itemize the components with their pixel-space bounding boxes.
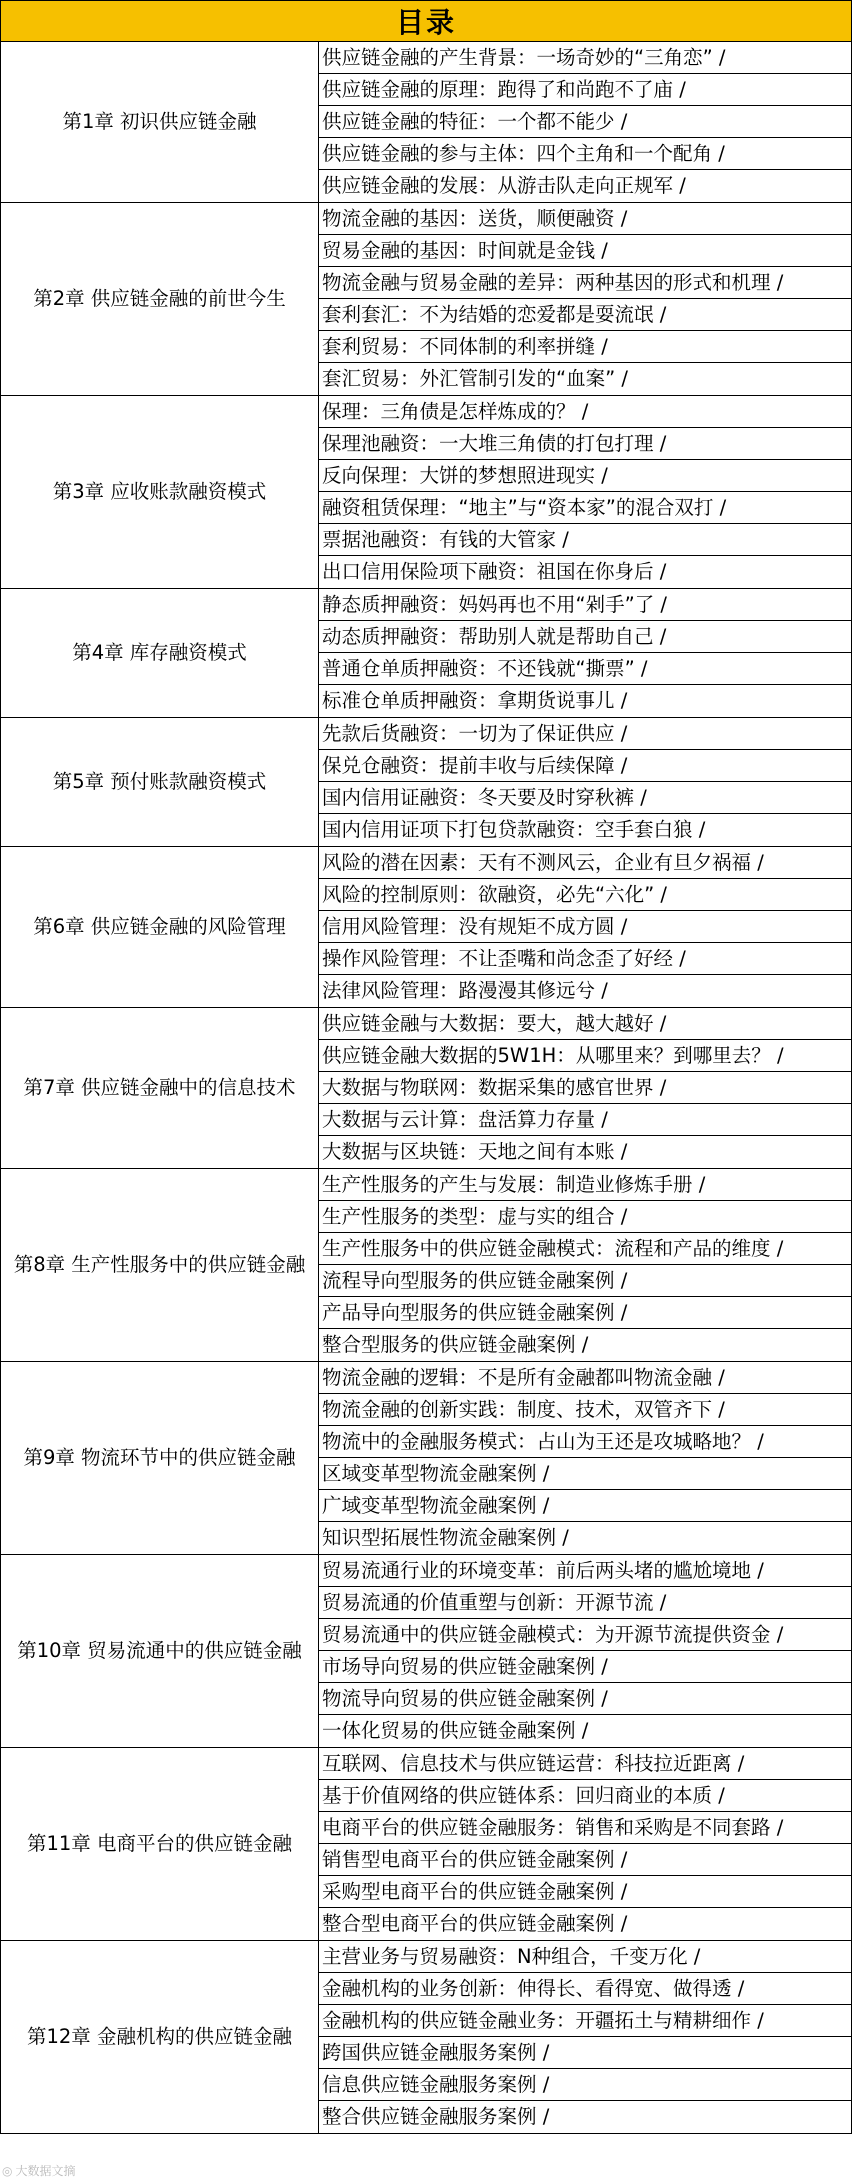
section-item: 物流金融与贸易金融的差异：两种基因的形式和机理 /: [319, 267, 851, 299]
section-item: 大数据与云计算：盘活算力存量 /: [319, 1104, 851, 1136]
watermark: [2, 2162, 76, 2179]
section-item: 贸易流通行业的环境变革：前后两头堵的尴尬境地 /: [319, 1555, 851, 1587]
chapter-sections: [319, 1008, 851, 1168]
chapter-sections: [319, 396, 851, 588]
chapter-title: 第5章 预付账款融资模式: [1, 718, 319, 846]
section-item: 风险的潜在因素：天有不测风云，企业有旦夕祸福 /: [319, 847, 851, 879]
section-item: 保兑仓融资：提前丰收与后续保障 /: [319, 750, 851, 782]
chapter-title: 第12章 金融机构的供应链金融: [1, 1941, 319, 2133]
section-item: 物流中的金融服务模式：占山为王还是攻城略地？ /: [319, 1426, 851, 1458]
section-item: 金融机构的业务创新：伸得长、看得宽、做得透 /: [319, 1973, 851, 2005]
section-item: 物流导向贸易的供应链金融案例 /: [319, 1683, 851, 1715]
section-item: 知识型拓展性物流金融案例 /: [322, 1526, 569, 1549]
chapter-title: 第4章 库存融资模式: [1, 589, 319, 717]
section-item: 生产性服务中的供应链金融模式：流程和产品的维度 /: [319, 1233, 851, 1265]
section-item: 反向保理：大饼的梦想照进现实 /: [319, 460, 851, 492]
chapter-row: [0, 1362, 852, 1555]
section-item: 整合供应链金融服务案例 /: [322, 2105, 550, 2128]
section-item: 基于价值网络的供应链体系：回归商业的本质 /: [319, 1780, 851, 1812]
chapter-sections: [319, 1555, 851, 1747]
section-item: 互联网、信息技术与供应链运营：科技拉近距离 /: [319, 1748, 851, 1780]
section-item: 贸易流通的价值重塑与创新：开源节流 /: [319, 1587, 851, 1619]
section-item: 供应链金融的产生背景：一场奇妙的“三角恋” /: [319, 42, 851, 74]
section-item: 标准仓单质押融资：拿期货说事儿 /: [322, 689, 628, 712]
section-item: 电商平台的供应链金融服务：销售和采购是不同套路 /: [319, 1812, 851, 1844]
section-item: 出口信用保险项下融资：祖国在你身后 /: [322, 560, 667, 583]
section-item: 套汇贸易：外汇管制引发的“血案” /: [322, 367, 628, 390]
chapter-sections: [319, 203, 851, 395]
section-item: 供应链金融的发展：从游击队走向正规军 /: [322, 174, 686, 197]
chapter-sections: [319, 42, 851, 202]
section-item: 国内信用证项下打包贷款融资：空手套白狼 /: [322, 818, 706, 841]
section-item: 动态质押融资：帮助别人就是帮助自己 /: [319, 621, 851, 653]
chapter-title: 第7章 供应链金融中的信息技术: [1, 1008, 319, 1168]
section-item: 物流金融的逻辑：不是所有金融都叫物流金融 /: [319, 1362, 851, 1394]
chapter-title: 第3章 应收账款融资模式: [1, 396, 319, 588]
chapter-row: [0, 203, 852, 396]
section-item: 贸易金融的基因：时间就是金钱 /: [319, 235, 851, 267]
chapter-sections: [319, 1362, 851, 1554]
section-item: 采购型电商平台的供应链金融案例 /: [319, 1876, 851, 1908]
chapter-title: 第8章 生产性服务中的供应链金融: [1, 1169, 319, 1361]
section-item: 大数据与物联网：数据采集的感官世界 /: [319, 1072, 851, 1104]
section-item: 一体化贸易的供应链金融案例 /: [322, 1719, 589, 1742]
section-item: 生产性服务的类型：虚与实的组合 /: [319, 1201, 851, 1233]
chapter-row: [0, 1008, 852, 1169]
chapter-sections: [319, 1941, 851, 2133]
section-item: 广域变革型物流金融案例 /: [319, 1490, 851, 1522]
section-item: 供应链金融与大数据：要大，越大越好 /: [319, 1008, 851, 1040]
chapter-row: [0, 589, 852, 718]
weibo-icon: ◎: [2, 2163, 13, 2178]
section-item: 大数据与区块链：天地之间有本账 /: [322, 1140, 628, 1163]
chapter-row: [0, 1748, 852, 1941]
chapter-title: 第11章 电商平台的供应链金融: [1, 1748, 319, 1940]
chapter-sections: [319, 1748, 851, 1940]
section-item: 物流金融的基因：送货，顺便融资 /: [319, 203, 851, 235]
section-item: 静态质押融资：妈妈再也不用“剁手”了 /: [319, 589, 851, 621]
chapter-list: [0, 42, 852, 2134]
chapter-row: [0, 718, 852, 847]
section-item: 套利贸易：不同体制的利率拼缝 /: [319, 331, 851, 363]
section-item: 生产性服务的产生与发展：制造业修炼手册 /: [319, 1169, 851, 1201]
section-item: 普通仓单质押融资：不还钱就“撕票” /: [319, 653, 851, 685]
section-item: 融资租赁保理：“地主”与“资本家”的混合双打 /: [319, 492, 851, 524]
chapter-sections: [319, 1169, 851, 1361]
chapter-row: [0, 1169, 852, 1362]
section-item: 区域变革型物流金融案例 /: [319, 1458, 851, 1490]
section-item: 法律风险管理：路漫漫其修远兮 /: [322, 979, 608, 1002]
section-item: 套利套汇：不为结婚的恋爱都是耍流氓 /: [319, 299, 851, 331]
chapter-row: [0, 1555, 852, 1748]
chapter-title: 第2章 供应链金融的前世今生: [1, 203, 319, 395]
section-item: 操作风险管理：不让歪嘴和尚念歪了好经 /: [319, 943, 851, 975]
chapter-title: 第1章 初识供应链金融: [1, 42, 319, 202]
section-item: 供应链金融的原理：跑得了和尚跑不了庙 /: [319, 74, 851, 106]
section-item: 先款后货融资：一切为了保证供应 /: [319, 718, 851, 750]
chapter-sections: [319, 589, 851, 717]
section-item: 供应链金融大数据的5W1H：从哪里来？到哪里去？ /: [319, 1040, 851, 1072]
toc-title: 目录: [0, 0, 852, 42]
chapter-row: [0, 42, 852, 203]
section-item: 主营业务与贸易融资：N种组合，千变万化 /: [319, 1941, 851, 1973]
chapter-row: [0, 847, 852, 1008]
section-item: 风险的控制原则：欲融资，必先“六化” /: [319, 879, 851, 911]
section-item: 销售型电商平台的供应链金融案例 /: [319, 1844, 851, 1876]
section-item: 金融机构的供应链金融业务：开疆拓土与精耕细作 /: [319, 2005, 851, 2037]
section-item: 贸易流通中的供应链金融模式：为开源节流提供资金 /: [319, 1619, 851, 1651]
section-item: 供应链金融的特征：一个都不能少 /: [319, 106, 851, 138]
section-item: 流程导向型服务的供应链金融案例 /: [319, 1265, 851, 1297]
chapter-title: 第6章 供应链金融的风险管理: [1, 847, 319, 1007]
section-item: 物流金融的创新实践：制度、技术，双管齐下 /: [319, 1394, 851, 1426]
section-item: 产品导向型服务的供应链金融案例 /: [319, 1297, 851, 1329]
section-item: 保理池融资：一大堆三角债的打包打理 /: [319, 428, 851, 460]
chapter-sections: [319, 718, 851, 846]
section-item: 市场导向贸易的供应链金融案例 /: [319, 1651, 851, 1683]
section-item: 国内信用证融资：冬天要及时穿秋裤 /: [319, 782, 851, 814]
section-item: 跨国供应链金融服务案例 /: [319, 2037, 851, 2069]
watermark-text: 大数据文摘: [15, 2164, 76, 2178]
section-item: 票据池融资：有钱的大管家 /: [319, 524, 851, 556]
chapter-title: 第9章 物流环节中的供应链金融: [1, 1362, 319, 1554]
section-item: 信用风险管理：没有规矩不成方圆 /: [319, 911, 851, 943]
chapter-row: [0, 1941, 852, 2134]
section-item: 整合型服务的供应链金融案例 /: [322, 1333, 589, 1356]
chapter-sections: [319, 847, 851, 1007]
section-item: 信息供应链金融服务案例 /: [319, 2069, 851, 2101]
chapter-row: [0, 396, 852, 589]
section-item: 保理：三角债是怎样炼成的？ /: [319, 396, 851, 428]
chapter-title: 第10章 贸易流通中的供应链金融: [1, 1555, 319, 1747]
section-item: 整合型电商平台的供应链金融案例 /: [322, 1912, 628, 1935]
section-item: 供应链金融的参与主体：四个主角和一个配角 /: [319, 138, 851, 170]
